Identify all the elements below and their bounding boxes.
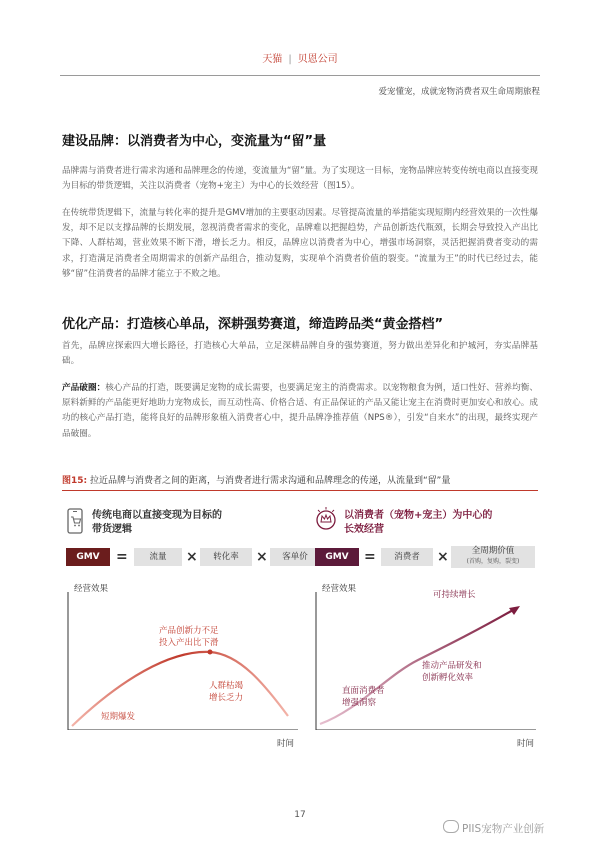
- right-annotation-sustainable: 可持续增长: [433, 590, 476, 600]
- right-factor-lifetime-value-sub: (首购，复购，裂变): [466, 558, 520, 565]
- left-anno-top-line2: 投入产出比下滑: [159, 638, 219, 648]
- left-x-axis-label: 时间: [277, 739, 295, 749]
- section2-heading: 优化产品：打造核心单品，深耕强势赛道，缔造跨品类“黄金搭档”: [62, 317, 444, 332]
- right-times-sign: ×: [437, 549, 449, 565]
- left-factor-conversion: 转化率: [200, 548, 252, 566]
- figure-number: 15:: [71, 476, 88, 486]
- right-panel-title: [344, 509, 492, 537]
- left-anno-top-line1: 产品创新力不足: [159, 626, 219, 636]
- left-peak-marker: [208, 650, 213, 655]
- right-factor-lifetime-value: [451, 546, 535, 568]
- watermark-text: PIIS宠物产业创新: [462, 823, 545, 835]
- header-brand: [0, 50, 600, 65]
- section2-paragraph-1: 首先，品牌应探索四大增长路径，打造核心大单品，立足深耕品牌自身的强势赛道，努力做出差异化和护城河，夯实品牌基础。: [62, 341, 538, 367]
- right-gmv-box: GMV: [315, 548, 359, 566]
- right-x-axis-label: 时间: [517, 739, 535, 749]
- right-factor-consumer: 消费者: [381, 548, 433, 566]
- left-y-axis-label: 经营效果: [74, 584, 109, 594]
- left-anno-right-line2: 增长乏力: [209, 693, 244, 703]
- right-anno-left-line1: 直面消费者: [342, 686, 385, 696]
- left-annotation-right: [209, 680, 243, 704]
- section1-heading: 建设品牌：以消费者为中心，变流量为“留”量: [62, 134, 327, 149]
- product-breakout-label: 产品破圈：: [62, 383, 106, 393]
- right-anno-left-line2: 增强洞察: [342, 698, 377, 708]
- right-factor-lifetime-value-main: 全周期价值: [471, 546, 515, 556]
- right-equals-sign: =: [364, 549, 376, 565]
- left-trend-chart: [60, 590, 300, 730]
- brand-tmall: 天猫: [262, 54, 283, 65]
- left-factor-aov: 客单价: [270, 548, 320, 566]
- right-annotation-rnd: [422, 660, 482, 684]
- product-breakout-text: 核心产品的打造，既要满足宠物的成长需要，也要满足宠主的消费需求。以宠物粮食为例，适口性好、营养均衡、原料新鲜的产品能更好地助力宠物成长，而互动性高、价格合适、有正品保证的产品又能让宠主在消费时更加安心和放心。成功的核心产品打造，能将良好的品牌形象植入消费者心中，提升品牌净推荐值（NPS®），引发“自来水”的出现，最终实现产品破圈。: [62, 383, 538, 439]
- left-factor-traffic: 流量: [134, 548, 182, 566]
- figure-tag: 图: [62, 476, 72, 486]
- wechat-watermark: [443, 820, 544, 836]
- figure-caption-divider: [62, 490, 538, 491]
- left-gmv-box: GMV: [66, 548, 110, 566]
- right-y-axis-label: 经营效果: [322, 584, 357, 594]
- left-title-line2: 带货逻辑: [92, 524, 132, 535]
- left-equals-sign: =: [116, 549, 128, 565]
- crown-badge-icon: [313, 506, 339, 532]
- right-anno-mid-line1: 推动产品研发和: [422, 661, 482, 671]
- right-title-line1: 以消费者（宠物+宠主）为中心的: [344, 510, 493, 521]
- left-panel-title: [92, 509, 222, 537]
- figure-caption: [62, 473, 450, 486]
- left-annotation-top: [159, 625, 219, 649]
- brand-bain: 贝恩公司: [297, 54, 338, 65]
- page-number: 17: [294, 810, 306, 820]
- left-anno-right-line1: 人群枯竭: [209, 681, 244, 691]
- left-title-line1: 传统电商以直接变现为目标的: [92, 510, 222, 521]
- figure-caption-text: 拉近品牌与消费者之间的距离，与消费者进行需求沟通和品牌理念的传递，从流量到“留”量: [90, 476, 451, 486]
- section2-paragraph-2: [62, 381, 538, 442]
- right-anno-mid-line2: 创新孵化效率: [422, 673, 474, 683]
- section1-paragraph-2: 在传统带货逻辑下，流量与转化率的提升是GMV增加的主要驱动因素。尽管提高流量的举措能实现短期内经营效果的一次性爆发，却不足以支撑品牌的长期发展，忽视消费者需求的变化，品牌难以把握趋势，产品创新迭代瓶颈，长期会导致投入产出比下降、人群枯竭，营业效果不断下滑，增长乏力。相反，品牌应以消费者为中心，增强市场洞察，灵活把握消费者变动的需求，打造满足消费者全周期需求的创新产品组合，推动复购，实现单个消费者价值的裂变。“流量为王”的时代已经过去，能够“留”住消费者的品牌才能立于不败之地。: [62, 208, 538, 279]
- brand-separator: |: [288, 54, 292, 65]
- left-times-sign-1: ×: [186, 549, 198, 565]
- wechat-icon: [443, 820, 459, 833]
- phone-cart-icon: [64, 508, 86, 534]
- section1-paragraph-1: 品牌需与消费者进行需求沟通和品牌理念的传递，变流量为“留”量。为了实现这一目标，宠物品牌应转变传统电商以直接变现为目标的带货逻辑，关注以消费者（宠物+宠主）为中心的长效经营（图15）。: [62, 166, 538, 192]
- header-divider: [60, 75, 540, 76]
- left-times-sign-2: ×: [256, 549, 268, 565]
- right-annotation-insight: [342, 685, 385, 709]
- left-annotation-short-burst: 短期爆发: [101, 712, 136, 722]
- right-title-line2: 长效经营: [344, 524, 384, 535]
- report-subtitle: 爱宠懂宠，成就宠物消费者双生命周期旅程: [378, 87, 540, 97]
